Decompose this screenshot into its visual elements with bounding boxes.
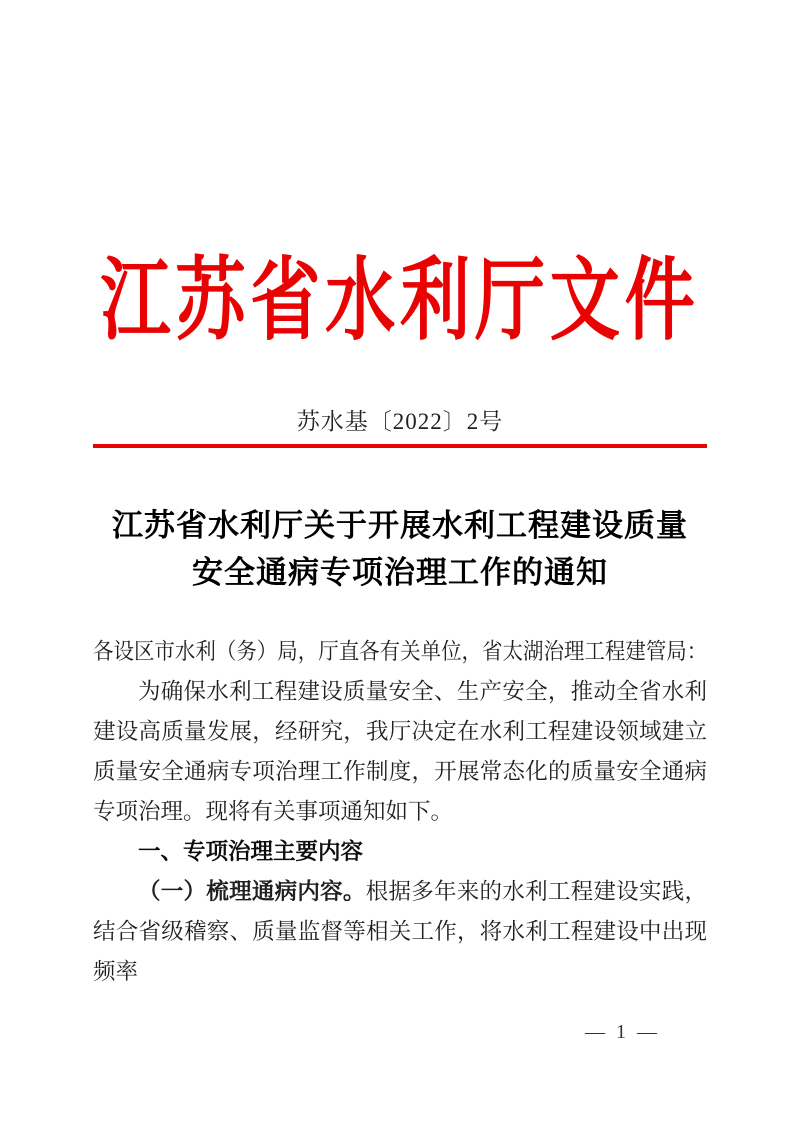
intro-paragraph: 为确保水利工程建设质量安全、生产安全，推动全省水利建设高质量发展，经研究，我厅决定在水利工程建设领域建立质量安全通病专项治理工作制度，开展常态化的质量安全通病专项治理。现将有关事项通知如下。 (93, 679, 707, 824)
agency-banner-title: 江苏省水利厅文件 (100, 252, 700, 351)
document-body (93, 632, 707, 992)
document-title (0, 502, 800, 596)
item-1-text: 根据多年来的水利工程建设实践，结合省级稽察、质量监督等相关工作，将水利工程建设中出现频率 (93, 879, 707, 984)
section-1-heading: 一、专项治理主要内容 (138, 839, 364, 864)
document-title-line2: 安全通病专项治理工作的通知 (192, 555, 608, 590)
item-1-label: （一）梳理通病内容。 (138, 879, 366, 904)
page-number: — 1 — (585, 1021, 660, 1043)
item-1-paragraph (93, 872, 707, 992)
salutation-line: 各设区市水利（务）局，厅直各有关单位，省太湖治理工程建管局： (93, 639, 708, 664)
document-number: 苏水基〔2022〕2号 (296, 409, 504, 434)
red-divider-rule (93, 444, 707, 448)
document-title-line1: 江苏省水利厅关于开展水利工程建设质量 (112, 508, 688, 543)
